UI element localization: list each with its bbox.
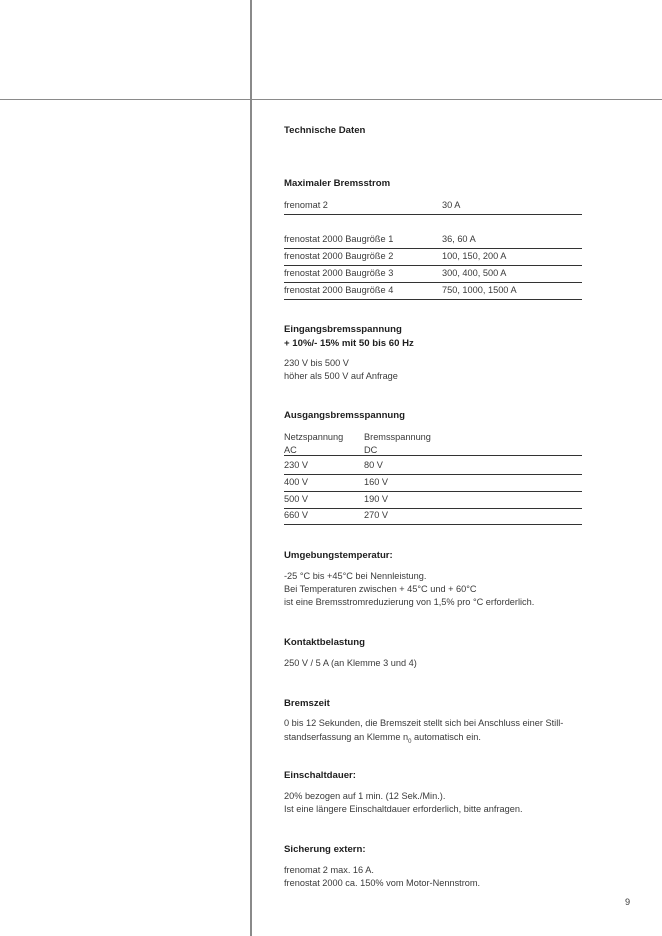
max-bremsstrom-heading: Maximaler Bremsstrom [284, 178, 391, 189]
table-header [284, 429, 582, 456]
row-dc: 160 V [364, 477, 389, 487]
sicherung-line2: frenostat 2000 ca. 150% vom Motor-Nennstrom. [284, 878, 481, 888]
page-number: 9 [625, 897, 631, 907]
row-dc: 270 V [364, 510, 389, 520]
bremszeit-line2-subscript: 0 [408, 738, 412, 745]
row-ac: 500 V [284, 494, 309, 504]
eingang-line2: höher als 500 V auf Anfrage [284, 371, 398, 381]
table-row [284, 492, 582, 509]
einschalt-line1: 20% bezogen auf 1 min. (12 Sek./Min.). [284, 791, 446, 801]
col-header-dc-line2: DC [364, 445, 378, 455]
table-row [284, 249, 582, 266]
bremszeit-line2-text: standserfassung an Klemme n [284, 732, 409, 742]
umgebung-heading: Umgebungstemperatur: [284, 550, 393, 561]
row-value: 300, 400, 500 A [442, 268, 507, 278]
row-ac: 230 V [284, 460, 309, 470]
umgebung-line1: -25 °C bis +45°C bei Nennleistung. [284, 571, 427, 581]
table-row [284, 232, 582, 249]
horizontal-rule [0, 99, 662, 100]
col-header-ac [284, 431, 343, 457]
ausgang-heading: Ausgangsbremsspannung [284, 410, 406, 421]
row-label: frenostat 2000 Baugröße 4 [284, 285, 394, 295]
row-value: 750, 1000, 1500 A [442, 285, 517, 295]
umgebung-line3: ist eine Bremsstromreduzierung von 1,5% pro °C erforderlich. [284, 597, 535, 607]
row-value: 100, 150, 200 A [442, 251, 507, 261]
bremszeit-line1: 0 bis 12 Sekunden, die Bremszeit stellt sich bei Anschluss einer Still- [284, 718, 564, 728]
kontakt-line1: 250 V / 5 A (an Klemme 3 und 4) [284, 658, 417, 668]
bremszeit-line2 [284, 731, 481, 749]
page-title: Technische Daten [284, 125, 366, 136]
row-dc: 80 V [364, 460, 383, 470]
col-header-dc-line1: Bremsspannung [364, 432, 431, 442]
einschalt-line2: Ist eine längere Einschaltdauer erforderlich, bitte anfragen. [284, 804, 523, 814]
sicherung-heading: Sicherung extern: [284, 844, 366, 855]
row-label: frenostat 2000 Baugröße 3 [284, 268, 394, 278]
umgebung-line2: Bei Temperaturen zwischen + 45°C und + 60°C [284, 584, 477, 594]
row-label: frenostat 2000 Baugröße 1 [284, 234, 394, 244]
col-header-ac-line1: Netzspannung [284, 432, 344, 442]
row-label: frenomat 2 [284, 200, 328, 210]
row-dc: 190 V [364, 494, 389, 504]
sicherung-line1: frenomat 2 max. 16 A. [284, 865, 374, 875]
table-row [284, 475, 582, 492]
row-value: 30 A [442, 200, 461, 210]
eingang-line1: 230 V bis 500 V [284, 358, 349, 368]
bremszeit-heading: Bremszeit [284, 698, 330, 709]
kontakt-heading: Kontaktbelastung [284, 637, 366, 648]
bremszeit-line2-text-end: automatisch ein. [411, 732, 481, 742]
table-row [284, 198, 582, 215]
col-header-ac-line2: AC [284, 445, 297, 455]
eingang-heading-line2: + 10%/- 15% mit 50 bis 60 Hz [284, 338, 414, 349]
row-ac: 660 V [284, 510, 309, 520]
row-ac: 400 V [284, 477, 309, 487]
row-label: frenostat 2000 Baugröße 2 [284, 251, 394, 261]
eingang-heading-line1: Eingangsbremsspannung [284, 324, 402, 335]
table-row [284, 266, 582, 283]
col-header-dc [364, 431, 431, 457]
table-row [284, 458, 582, 475]
row-value: 36, 60 A [442, 234, 476, 244]
table-row [284, 508, 582, 525]
vertical-rule [250, 0, 252, 936]
einschalt-heading: Einschaltdauer: [284, 770, 356, 781]
table-row [284, 283, 582, 300]
